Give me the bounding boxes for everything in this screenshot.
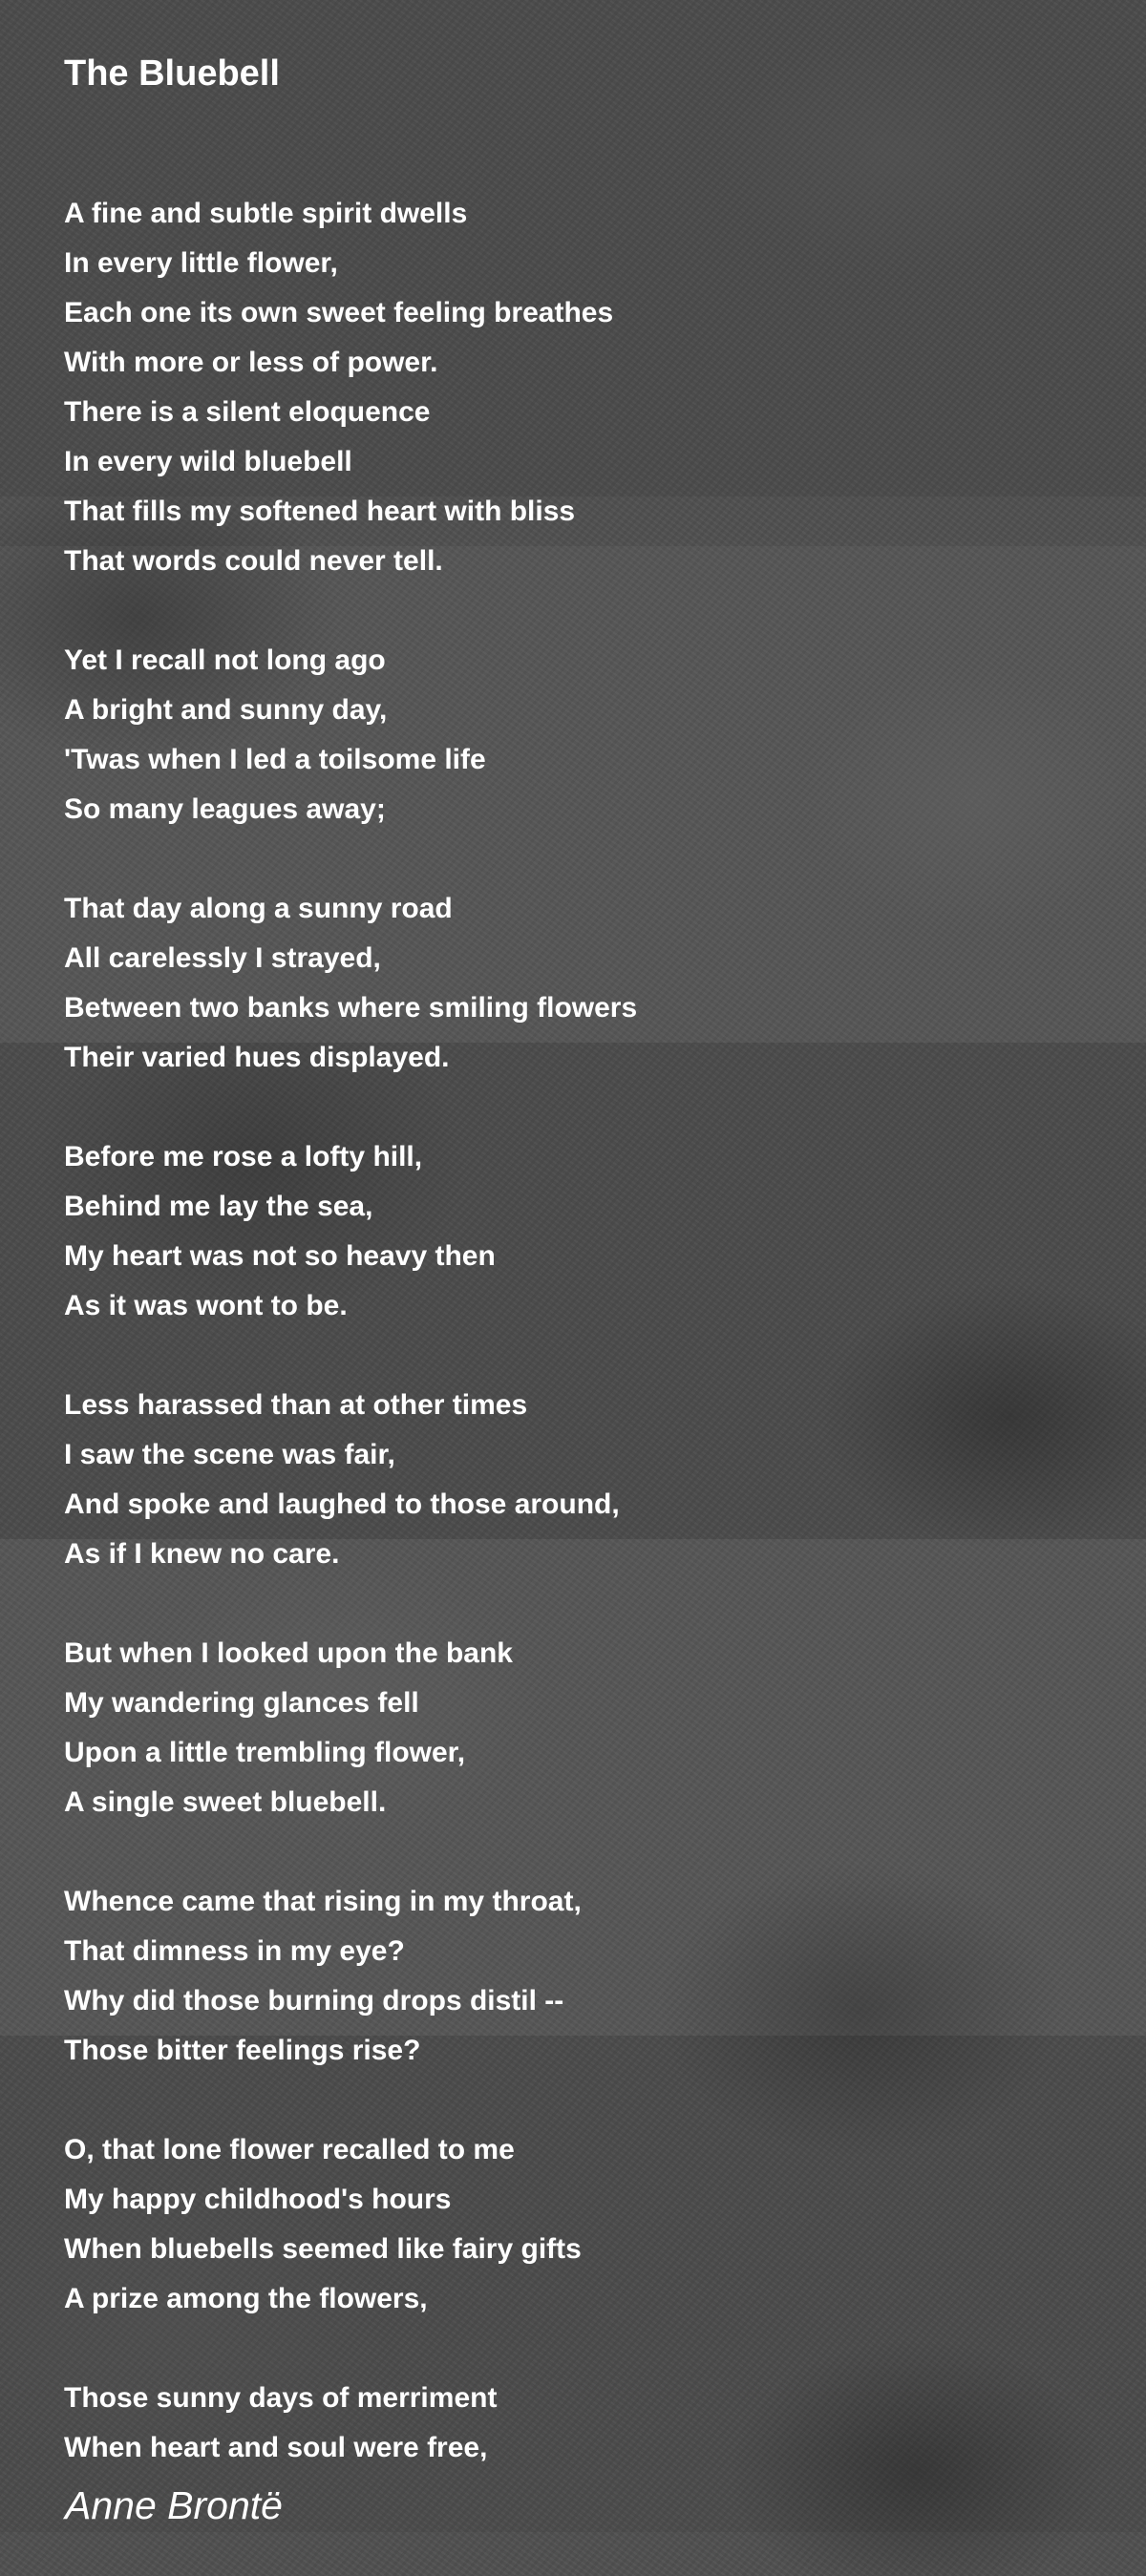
poem-stanza xyxy=(64,2125,1095,2324)
poem-stanza xyxy=(64,884,1095,1083)
poem-line: My happy childhood's hours xyxy=(64,2184,452,2215)
poem-stanza xyxy=(64,636,1095,834)
poem-line: A single sweet bluebell. xyxy=(64,1786,387,1818)
poem-line: And spoke and laughed to those around, xyxy=(64,1489,620,1520)
poem-stanza xyxy=(64,1877,1095,2076)
poem-line: Whence came that rising in my throat, xyxy=(64,1886,582,1917)
poem-line: As if I knew no care. xyxy=(64,1538,340,1570)
poem-line: When heart and soul were free, xyxy=(64,2432,488,2463)
poem-stanza xyxy=(64,2374,1095,2473)
poem-line: Why did those burning drops distil -- xyxy=(64,1985,564,2016)
poem-line: Before me rose a lofty hill, xyxy=(64,1141,423,1172)
poem-line: With more or less of power. xyxy=(64,347,438,378)
poem-line: Yet I recall not long ago xyxy=(64,644,386,676)
poem-line: That day along a sunny road xyxy=(64,893,453,924)
poem-line: A fine and subtle spirit dwells xyxy=(64,198,468,229)
poem-line: A prize among the flowers, xyxy=(64,2283,428,2314)
poem-line: Less harassed than at other times xyxy=(64,1389,528,1421)
poem-stanza xyxy=(64,1132,1095,1331)
poem-line: Their varied hues displayed. xyxy=(64,1042,450,1073)
poem-line: As it was wont to be. xyxy=(64,1290,348,1321)
poem-title: The Bluebell xyxy=(64,53,280,94)
poem-line: Upon a little trembling flower, xyxy=(64,1737,466,1768)
poem-line: That fills my softened heart with bliss xyxy=(64,496,576,527)
poem-author: Anne Brontë xyxy=(65,2483,283,2527)
poem-line: But when I looked upon the bank xyxy=(64,1637,513,1669)
poem-line: There is a silent eloquence xyxy=(64,396,431,428)
poem-line: Each one its own sweet feeling breathes xyxy=(64,297,614,328)
poem-line: I saw the scene was fair, xyxy=(64,1439,395,1470)
poem-line: When bluebells seemed like fairy gifts xyxy=(64,2233,582,2265)
poem-line: Behind me lay the sea, xyxy=(64,1191,373,1222)
poem-line: That words could never tell. xyxy=(64,545,443,577)
poem-stanza xyxy=(64,1381,1095,1579)
poem-line: Those bitter feelings rise? xyxy=(64,2035,421,2066)
poem-line: My wandering glances fell xyxy=(64,1687,419,1719)
poem-line: O, that lone flower recalled to me xyxy=(64,2134,515,2165)
poem-line: Between two banks where smiling flowers xyxy=(64,992,638,1024)
poem-line: In every little flower, xyxy=(64,247,338,279)
poem-line: A bright and sunny day, xyxy=(64,694,388,726)
poem-container xyxy=(64,46,1095,2523)
poem-line: That dimness in my eye? xyxy=(64,1935,405,1967)
poem-stanza xyxy=(64,1629,1095,1827)
poem-line: In every wild bluebell xyxy=(64,446,352,477)
poem-line: All carelessly I strayed, xyxy=(64,942,381,974)
poem-line: 'Twas when I led a toilsome life xyxy=(64,744,486,775)
poem-line: Those sunny days of merriment xyxy=(64,2382,498,2414)
poem-body xyxy=(64,189,1095,2473)
poem-line: My heart was not so heavy then xyxy=(64,1240,496,1272)
poem-stanza xyxy=(64,189,1095,586)
poem-line: So many leagues away; xyxy=(64,793,386,825)
